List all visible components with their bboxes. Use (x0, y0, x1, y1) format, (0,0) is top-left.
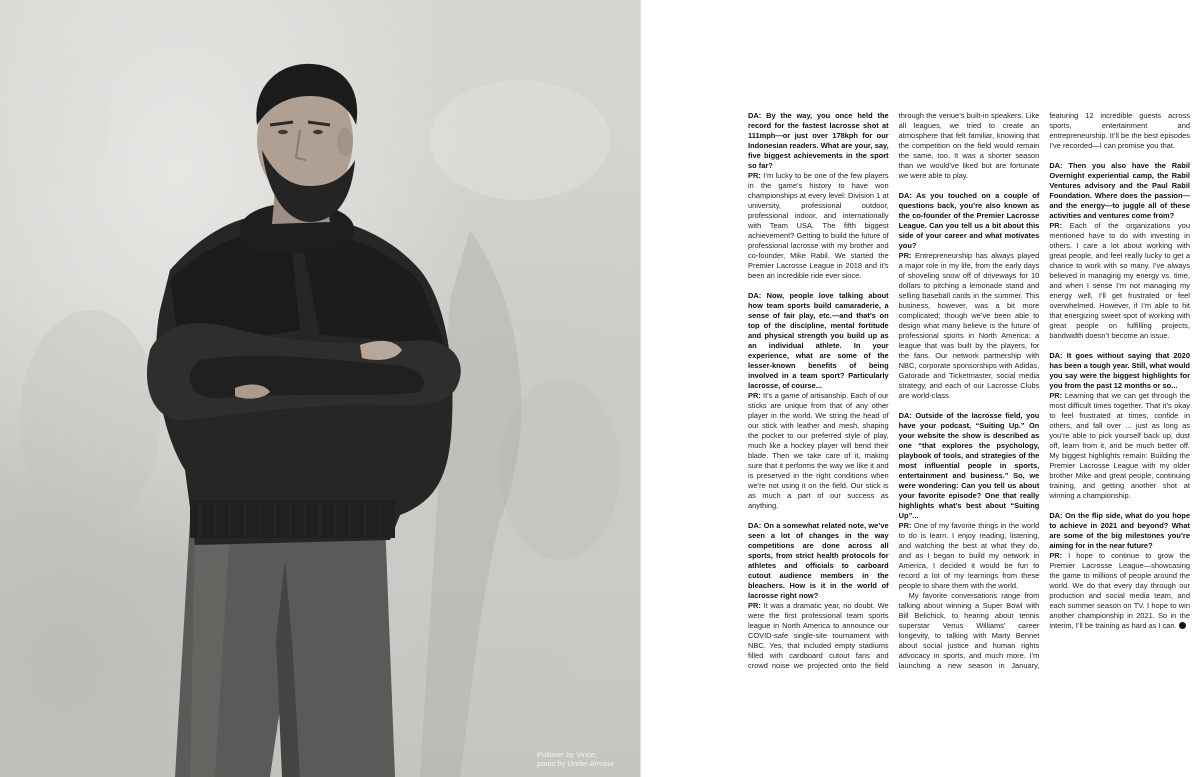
answer-text: Each of the organizations you mentioned have to do with investing in others. I care a lot about working with great people, and feel really lucky to get a chance to work with so many. I’ve always believed in managing my energy vs. time, and when I sense I’m not managing my energy well, I’ll get frustrated or feel overwhelmed. However, if I’m able to hit that energizing sweet spot of working with great people on fulfilling projects, bandwidth doesn’t become an issue. (1049, 221, 1190, 340)
speaker-label: PR: (898, 251, 912, 260)
answer-text: Entrepreneurship has always played a major role in my life, from the early days of shoveling snow off of driveways for 10 dollars to pitching a lemonade stand and selling baseball cards in the summer. This business, however, was a bit more complicated; though we’ve been able to design what many believe is the future of professional sports in North America: a league that was built by the players, for the fans. Our network partnership with NBC, corporate sponsorships with Adidas, Gatorade and Ticketmaster, social media strategy, and each of our Lacrosse Clubs are world-class. (898, 251, 1040, 400)
answer-text: I hope to continue to grow the Premier Lacrosse League—showcasing the game to millions of people around the world. We do that every day through our production and social media team, and each summer season on TV. I hope to win another championship in 2021. So in the interim, I’ll be training as hard as I can. (1049, 551, 1190, 630)
question: DA: On the flip side, what do you hope to achieve in 2021 and beyond? What are some of the big milestones you’re aiming for in the near future? (1049, 511, 1190, 550)
speaker-label: PR: (1049, 221, 1063, 230)
question: DA: Outside of the lacrosse field, you have your podcast, “Suiting Up.” On your website the show is described as one “that explores the psychology, playbook of tools, and strategies of the most influential people in sports, entertainment and business.” So, we were wondering: Can you tell us about your favorite episode? One that really highlights what’s best about “Suiting Up”... (898, 411, 1040, 520)
answer (748, 391, 889, 511)
qa-block (748, 111, 889, 281)
speaker-label: PR: (748, 391, 761, 400)
answer (1049, 391, 1190, 501)
answer-text: One of my favorite things in the world to do is learn. I enjoy reading, listening, and watching the best at what they do, and as I began to build my network in America, I decided it would be fun to record a lot of my learnings from these people to share them with the world. (898, 521, 1040, 590)
speaker-label: PR: (748, 171, 761, 180)
qa-block (1049, 511, 1190, 631)
answer (899, 251, 1040, 401)
answer (1049, 221, 1190, 341)
qa-block (899, 191, 1040, 401)
photo-credit-line: Pullover by Vince; (537, 750, 597, 759)
interview-article (748, 111, 1190, 671)
qa-block (1049, 161, 1190, 341)
question: DA: As you touched on a couple of questions back, you’re also known as the co-founder of the Premier Lacrosse League. Can you tell us a bit about this side of your career and what motivates you? (898, 191, 1040, 250)
question: DA: By the way, you once held the record for the fastest lacrosse shot at 111mph—or just over 178kph for our Indonesian readers. What are your, say, five biggest achievements in the sport so far? (748, 111, 889, 170)
answer (1049, 551, 1190, 631)
question: DA: It goes without saying that 2020 has been a tough year. Still, what would you say were the biggest highlights for you from the past 12 months or so... (1049, 351, 1190, 390)
question: DA: Now, people love talking about how team sports build camaraderie, a sense of fair play, etc.—and that’s on top of the discipline, mental fortitude and physical strength you build up as an individual athlete. In your experience, what are some of the lesser-known benefits of being involved in a team sport? Particularly lacrosse, of course... (748, 291, 889, 390)
qa-block (748, 291, 889, 511)
end-mark-icon (1179, 622, 1186, 629)
photo-credit-line: pants by Under Armour (537, 759, 615, 768)
answer-text: It was a dramatic year, no doubt. We were the first professional team sports league in North America to announce our COVID-safe single-site tournament with NBC. Yes, that included empty stadiums filled with cardboard cutout fans and crowd noise we projected onto the field through the venue’s built-in speakers. Like all leagues, we tried to create an atmosphere that felt familiar, knowing that the competition on the field would remain the same, too. It was a shorter season than we would’ve liked but are fortunate we were able to play. (748, 111, 1040, 670)
answer-text: It’s a game of artisanship. Each of our sticks are unique from that of any other player in the world. We string the head of our stick with leather and mesh, shaping the pocket to our preferred style of play, much like a hockey player will bend their blade. Then we take care of it, making sure that it performs the way we like it and is preserved in the right conditions when we’re not using it on the field. Our stick is as much a part of our success as anything. (748, 391, 889, 510)
speaker-label: PR: (748, 601, 761, 610)
page-spine (640, 0, 641, 777)
speaker-label: PR: (1049, 551, 1063, 560)
answer (748, 171, 889, 281)
answer-text: I’m lucky to be one of the few players in the game’s history to have won championships at every level: Division 1 at university, professional outdoor, professional indoor, and internationally with Team USA. The fifth biggest achievement? Getting to build the future of professional lacrosse with my brother and co-founder, Mike Rabil. We started the Premier Lacrosse League in 2018 and it’s been an incredible ride ever since. (748, 171, 889, 280)
qa-block (1049, 351, 1190, 501)
speaker-label: PR: (1049, 391, 1063, 400)
question: DA: Then you also have the Rabil Overnight experiential camp, the Rabil Ventures advisory and the Paul Rabil Foundation. Where does the passion—and the energy—to juggle all of these activities and ventures come from? (1049, 161, 1190, 220)
question: DA: On a somewhat related note, we’ve seen a lot of changes in the way competitions are done across all sports, from strict health protocols for athletes and officials to carboard cutout audience members in the bleachers. How is it in the world of lacrosse right now? (748, 521, 889, 600)
answer-text: Learning that we can get through the most difficult times together. That it’s okay to feel frustrated at times, confide in others, and fall over ... just as long as you’re able to pick yourself back up, dust off, learn from it, and be much better off. My biggest highlights remain: Building the Premier Lacrosse League with my older brother Mike and great people, continuing training, and getting another shot at winning a championship. (1049, 391, 1190, 500)
photo-credit (537, 750, 637, 768)
speaker-label: PR: (898, 521, 912, 530)
answer-continued: My favorite conversations range from talking about winning a Super Bowl with Bill Belichick, to hearing about tennis superstar Venus Williams’ career longevity, to talking with Marty Bennet about social justice and human rights advocacy in sports, and much more. I’m launching a new season in January, featuring 12 incredible guests across sports, entertainment and entrepreneurship. It’ll be the best episodes I’ve recorded—I can promise you that. (898, 111, 1190, 670)
answer (899, 521, 1040, 591)
